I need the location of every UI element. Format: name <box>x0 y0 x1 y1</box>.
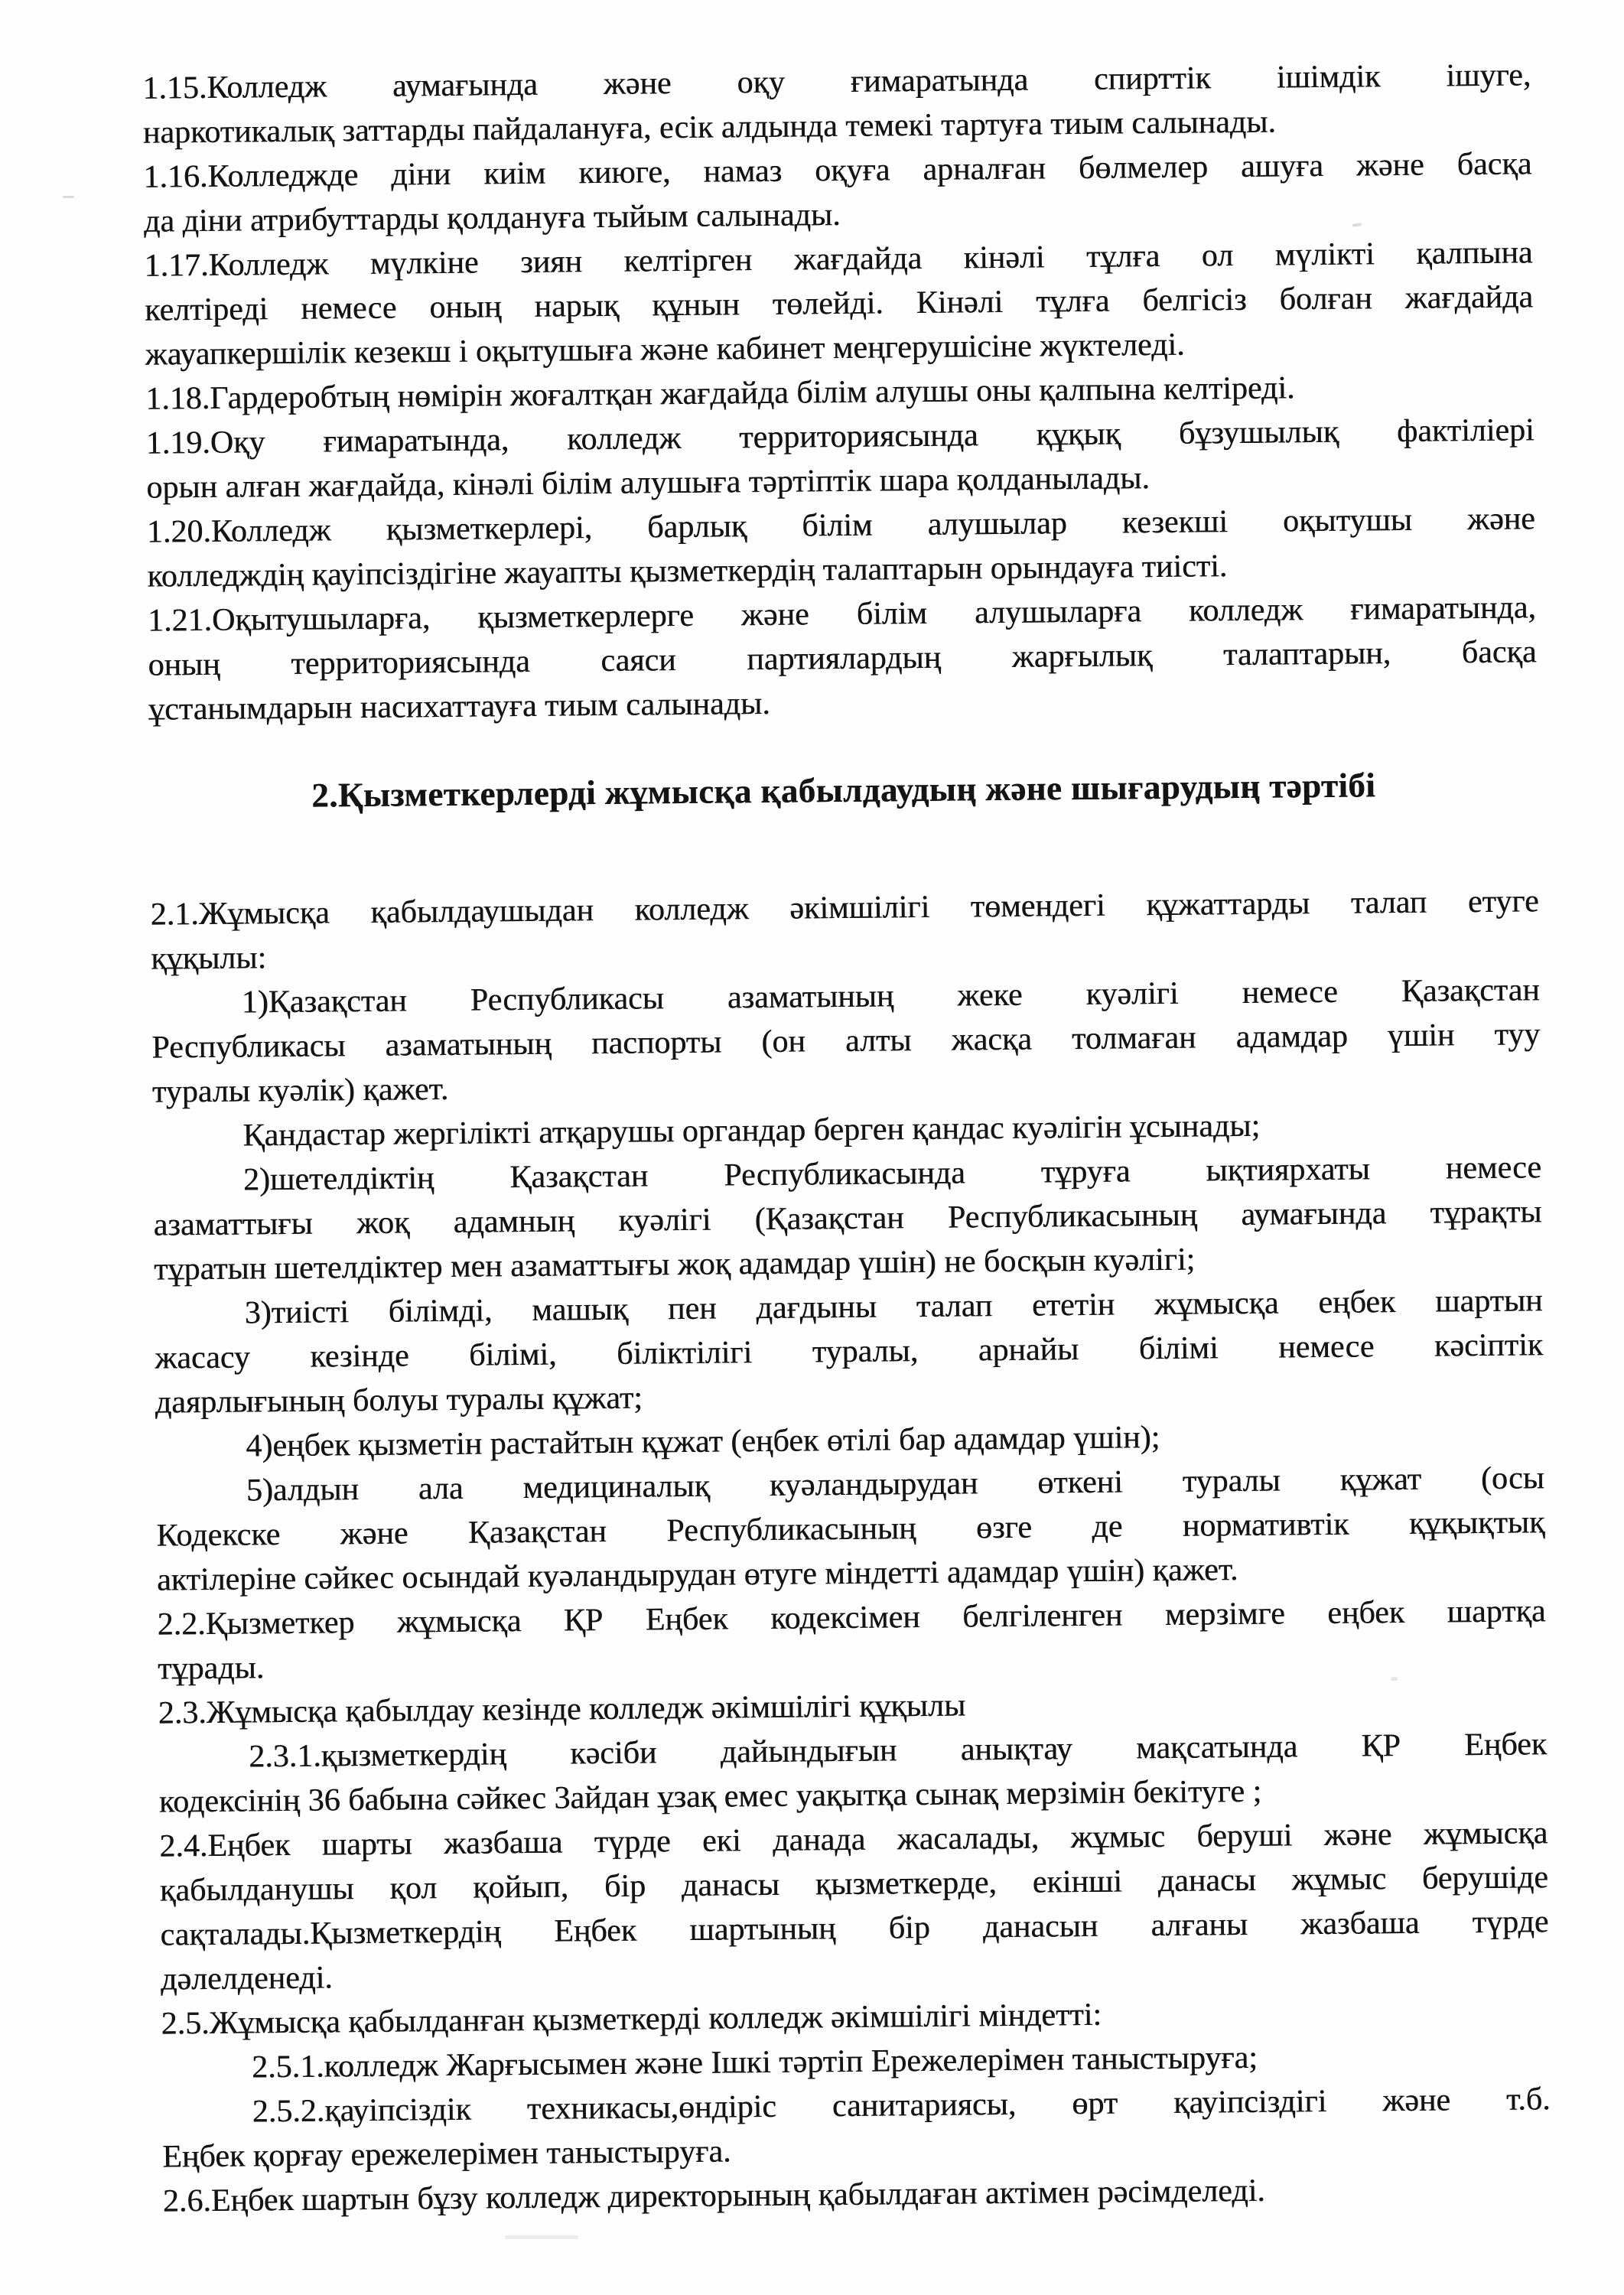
clause-1-21 <box>148 585 1538 731</box>
clause-1-17 <box>144 230 1534 376</box>
text-line: колледждің қауіпсіздігіне жауапты қызметкердің талаптарын орындауға тиісті. <box>147 549 1228 594</box>
text-line: 2)шетелдіктің Қазақстан Республикасында тұруға ықтиярхаты немесе <box>242 1150 1542 1198</box>
text-line: 1.18.Гардеробтың нөмірін жоғалтқан жағдайда білім алушы оны қалпына келтіреді. <box>145 370 1295 417</box>
text-line: 2.5.2.қауіпсіздік техникасы,өндіріс санитариясы, өрт қауіпсіздігі және т.б. <box>252 2082 1551 2130</box>
text-line: наркотикалық заттарды пайдалануға, есік алдында темекі тартуға тиым салынады. <box>142 104 1277 151</box>
text-line: 2.3.1.қызметкердің кәсіби дайындығын анықтау мақсатында ҚР Еңбек <box>249 1727 1548 1775</box>
document-text-body <box>142 53 1551 2223</box>
text-line: жауапкершілік кезекш і оқытушыға және кабинет меңгерушісіне жүктеледі. <box>145 327 1185 373</box>
text-line: сақталады.Қызметкердің Еңбек шартының бір данасын алғаны жазбаша түрде <box>160 1904 1549 1953</box>
text-line: 1.16.Колледжде діни киім киюге, намаз оқуға арналған бөлмелер ашуға және басқа <box>143 146 1532 195</box>
clause-2-1-item-2 <box>153 1145 1543 1291</box>
text-line: 2.2.Қызметкер жұмысқа ҚР Еңбек кодексімен белгіленген мерзімге еңбек шартқа <box>157 1593 1546 1642</box>
scan-artifact <box>63 196 74 198</box>
clause-1-15 <box>142 53 1531 155</box>
text-line: 1)Қазақстан Республикасы азаматының жеке куәлігі немесе Қазақстан <box>241 972 1540 1021</box>
text-line: азаматтығы жоқ адамның куәлігі (Қазақстан Республикасының аумағында тұрақты <box>153 1194 1542 1243</box>
text-line: оның территориясында саяси партиялардың жарғылық талаптарын, басқа <box>148 634 1537 683</box>
text-line: 5)алдын ала медициналық куәландырудан өткені туралы құжат (осы <box>246 1460 1545 1509</box>
clause-1-19 <box>145 408 1535 509</box>
section-2-heading <box>149 761 1538 819</box>
text-line: тұратын шетелдіктер мен азаматтығы жоқ адамдар үшін) не босқын куәлігі; <box>153 1242 1196 1287</box>
clause-2-1-item-1 <box>151 968 1541 1114</box>
text-line: тұрады. <box>157 1650 265 1687</box>
clause-2-1-item-3 <box>154 1278 1544 1424</box>
text-line: құқылы: <box>151 940 267 977</box>
text-line: Кодекске және Қазақстан Республикасының өзге де нормативтік құқықтық <box>156 1505 1545 1554</box>
text-line: 1.15.Колледж аумағында және оқу ғимаратында спирттік ішімдік ішуге, <box>142 57 1531 106</box>
text-line: 3)тиісті білімді, машық пен дағдыны талап ететін жұмысқа еңбек шартын <box>244 1283 1543 1331</box>
text-line: 2.3.Жұмысқа қабылдау кезінде колледж әкімшілігі құқылы <box>158 1688 966 1731</box>
text-line: 2.1.Жұмысқа қабылдаушыдан колледж әкімшілігі төмендегі құжаттарды талап етуге <box>150 884 1539 933</box>
text-line: 1.19.Оқу ғимаратында, колледж территориясында құқық бұзушылық фактіліері <box>145 412 1535 461</box>
clause-1-20 <box>147 496 1536 598</box>
text-line: 2.4.Еңбек шарты жазбаша түрде екі данада жасалады, жұмыс беруші және жұмысқа <box>159 1815 1548 1864</box>
text-line: келтіреді немесе оның нарық құнын төлейді. Кінәлі тұлға белгісіз болған жағдайда <box>144 279 1534 328</box>
text-line: орын алған жағдайда, кінәлі білім алушыға тәртіптік шара қолданылады. <box>146 461 1150 506</box>
clause-2-2 <box>157 1589 1546 1691</box>
clause-2-1-item-5 <box>156 1456 1546 1602</box>
text-line: 2.5.1.колледж Жарғысымен және Ішкі тәртіп Ережелерімен таныстыруға; <box>251 2039 1258 2085</box>
clause-2-1 <box>150 879 1539 981</box>
text-line: ұстанымдарын насихаттауға тиым салынады. <box>148 685 770 728</box>
text-line: 2.5.Жұмысқа қабылданған қызметкерді колледж әкімшілігі міндетті: <box>161 1997 1102 2042</box>
clause-2-5-2 <box>161 2077 1551 2179</box>
text-line: да діни атрибуттарды қолдануға тыйым салынады. <box>143 197 841 239</box>
clause-2-4 <box>159 1811 1549 2001</box>
text-line: қабылданушы қол қойып, бір данасы қызметкерде, екінші данасы жұмыс берушіде <box>159 1860 1549 1909</box>
text-line: 2.Қызметкерлерді жұмысқа қабылдаудың және шығарудың тәртібі <box>311 766 1376 815</box>
text-line: даярлығының болуы туралы құжат; <box>155 1380 643 1421</box>
text-line: 1.20.Колледж қызметкерлері, барлық білім алушылар кезекші оқытушы және <box>146 501 1536 550</box>
text-line: жасасу кезінде білімі, біліктілігі туралы, арнайы білімі немесе кәсіптік <box>155 1327 1544 1376</box>
text-line: Қандастар жергілікті атқарушы органдар берген қандас куәлігін ұсынады; <box>242 1108 1261 1154</box>
text-line: актілеріне сәйкес осындай куәландырудан өтуге міндетті адамдар үшін) қажет. <box>156 1552 1238 1598</box>
text-line: 4)еңбек қызметін растайтын құжат (еңбек өтілі бар адамдар үшін); <box>246 1420 1160 1464</box>
text-line: Республикасы азаматының паспорты (он алты жасқа толмаған адамдар үшін туу <box>151 1017 1541 1066</box>
text-line: 2.6.Еңбек шартын бұзу колледж директорының қабылдаған актімен рәсімделеді. <box>162 2173 1265 2219</box>
scan-artifact <box>505 2235 578 2239</box>
text-line: 1.21.Оқытушыларға, қызметкерлерге және білім алушыларға колледж ғимаратында, <box>147 590 1537 639</box>
text-line: 1.17.Колледж мүлкіне зиян келтірген жағдайда кінәлі тұлға ол мүлікті қалпына <box>144 235 1533 284</box>
clause-2-3-1 <box>158 1722 1548 1824</box>
text-line: туралы куәлік) қажет. <box>151 1071 449 1110</box>
text-line: кодексінің 36 бабына сәйкес 3айдан ұзақ емес уақытқа сынақ мерзімін бекітуге ; <box>158 1773 1262 1820</box>
scan-artifact <box>1391 1677 1398 1681</box>
clause-1-16 <box>143 142 1532 243</box>
text-line: Еңбек қорғау ережелерімен таныстыруға. <box>162 2134 731 2175</box>
text-line: дәлелденеді. <box>160 1960 333 1997</box>
